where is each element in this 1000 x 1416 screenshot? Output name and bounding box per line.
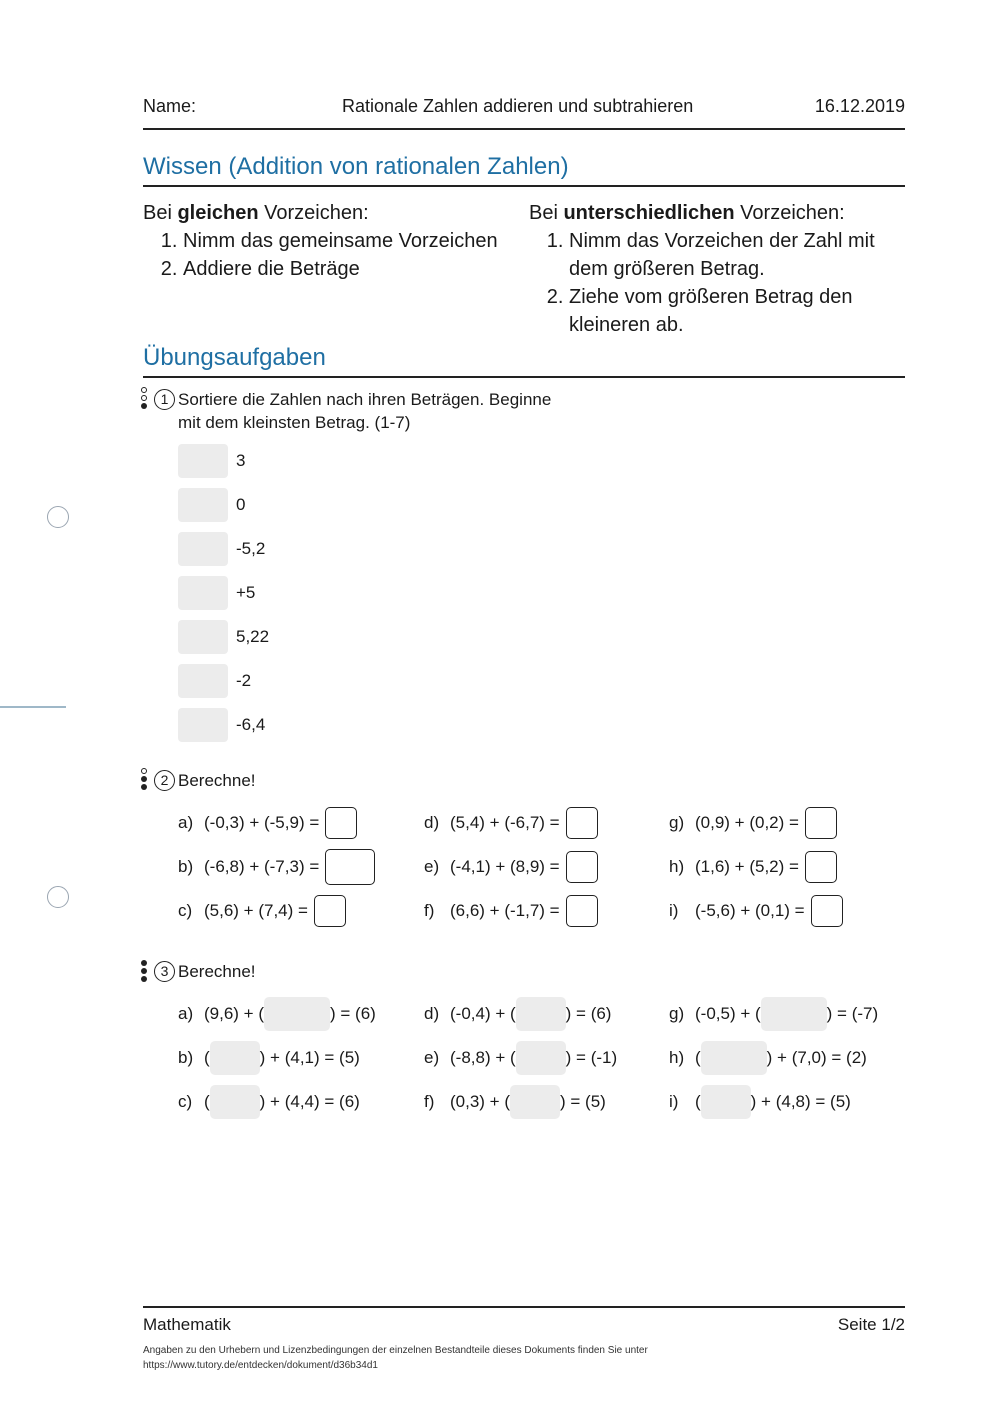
task-number-1: 1 — [154, 389, 175, 410]
task2-instruction: Berechne! — [178, 771, 256, 790]
wissen-left-list — [143, 227, 523, 283]
difficulty-icon — [141, 387, 153, 413]
footer-page-number: Seite 1/2 — [837, 1315, 905, 1334]
exercise-2g: g) (0,9) + (0,2) = — [669, 805, 837, 841]
footer-divider — [143, 1306, 905, 1308]
name-label: Name: — [143, 96, 197, 116]
exercise-3g: g) (-0,5) + ( ) = (-7) — [669, 996, 878, 1032]
sort-value-4: +5 — [236, 583, 256, 602]
exercise-2d: d) (5,4) + (-6,7) = — [424, 805, 598, 841]
gap-input[interactable] — [210, 1041, 260, 1075]
exercise-3h: h) ( ) + (7,0) = (2) — [669, 1040, 867, 1076]
gap-input[interactable] — [701, 1085, 751, 1119]
gap-input[interactable] — [761, 997, 827, 1031]
answer-box[interactable] — [811, 895, 843, 927]
sort-value-3: -5,2 — [236, 539, 266, 558]
answer-box[interactable] — [805, 851, 837, 883]
answer-box[interactable] — [314, 895, 346, 927]
worksheet-title: Rationale Zahlen addieren und subtrahieren — [342, 96, 694, 116]
punch-hole-top — [47, 506, 69, 528]
list-item: 1. Nimm das Vorzeichen der Zahl mit dem größeren Betrag. — [569, 227, 909, 283]
rank-input-7[interactable] — [178, 708, 228, 742]
sort-value-5: 5,22 — [236, 627, 270, 646]
uebung-divider — [143, 376, 905, 378]
header-divider — [143, 128, 905, 130]
task3-instruction: Berechne! — [178, 962, 256, 981]
rank-input-2[interactable] — [178, 488, 228, 522]
exercise-3e: e) (-8,8) + ( ) = (-1) — [424, 1040, 617, 1076]
footer-subject: Mathematik — [143, 1315, 231, 1334]
answer-box[interactable] — [325, 807, 357, 839]
worksheet-date: 16.12.2019 — [814, 96, 905, 116]
gap-input[interactable] — [210, 1085, 260, 1119]
gap-input[interactable] — [516, 997, 566, 1031]
footer-license-link[interactable]: https://www.tutory.de/entdecken/dokument/d36b34d1 — [143, 1360, 378, 1371]
difficulty-icon — [141, 960, 153, 986]
sort-value-6: -2 — [236, 671, 252, 690]
answer-box[interactable] — [325, 849, 375, 885]
wissen-right-heading: Bei unterschiedlichen Vorzeichen: — [529, 202, 845, 224]
task1-instruction: Sortiere die Zahlen nach ihren Beträgen. Beginne mit dem kleinsten Betrag. (1-7) — [178, 390, 552, 432]
exercise-3d: d) (-0,4) + ( ) = (6) — [424, 996, 611, 1032]
answer-box[interactable] — [566, 851, 598, 883]
rank-input-3[interactable] — [178, 532, 228, 566]
wissen-right-list — [529, 227, 909, 339]
rank-input-1[interactable] — [178, 444, 228, 478]
rank-input-6[interactable] — [178, 664, 228, 698]
exercise-3i: i) ( ) + (4,8) = (5) — [669, 1084, 851, 1120]
wissen-title: Wissen (Addition von rationalen Zahlen) — [143, 153, 569, 180]
exercise-2b: b) (-6,8) + (-7,3) = — [178, 849, 375, 885]
exercise-2f: f) (6,6) + (-1,7) = — [424, 893, 598, 929]
wissen-left-column — [143, 199, 523, 283]
task-number-2: 2 — [154, 770, 175, 791]
uebung-title: Übungsaufgaben — [143, 344, 326, 371]
rank-input-4[interactable] — [178, 576, 228, 610]
gap-input[interactable] — [264, 997, 330, 1031]
exercise-3c: c) ( ) + (4,4) = (6) — [178, 1084, 360, 1120]
exercise-3a: a) (9,6) + ( ) = (6) — [178, 996, 376, 1032]
list-item: 1. Nimm das gemeinsame Vorzeichen — [183, 227, 523, 255]
exercise-3f: f) (0,3) + ( ) = (5) — [424, 1084, 606, 1120]
task-number-3: 3 — [154, 961, 175, 982]
fold-mark — [0, 706, 66, 708]
footer-license-note: Angaben zu den Urhebern und Lizenzbedingungen der einzelnen Bestandteile dieses Dokuments finden Sie unter — [143, 1345, 648, 1356]
answer-box[interactable] — [566, 895, 598, 927]
punch-hole-bottom — [47, 886, 69, 908]
exercise-2c: c) (5,6) + (7,4) = — [178, 893, 346, 929]
exercise-2a: a) (-0,3) + (-5,9) = — [178, 805, 357, 841]
sort-value-1: 3 — [236, 451, 246, 470]
wissen-left-heading: Bei gleichen Vorzeichen: — [143, 202, 369, 224]
list-item: 2. Ziehe vom größeren Betrag den kleineren ab. — [569, 283, 909, 339]
exercise-3b: b) ( ) + (4,1) = (5) — [178, 1040, 360, 1076]
gap-input[interactable] — [516, 1041, 566, 1075]
answer-box[interactable] — [566, 807, 598, 839]
wissen-divider — [143, 185, 905, 187]
exercise-2e: e) (-4,1) + (8,9) = — [424, 849, 598, 885]
sort-value-7: -6,4 — [236, 715, 266, 734]
exercise-2i: i) (-5,6) + (0,1) = — [669, 893, 843, 929]
gap-input[interactable] — [701, 1041, 767, 1075]
answer-box[interactable] — [805, 807, 837, 839]
difficulty-icon — [141, 768, 153, 794]
list-item: 2. Addiere die Beträge — [183, 255, 523, 283]
rank-input-5[interactable] — [178, 620, 228, 654]
sort-value-2: 0 — [236, 495, 246, 514]
wissen-right-column — [529, 199, 909, 339]
gap-input[interactable] — [510, 1085, 560, 1119]
exercise-2h: h) (1,6) + (5,2) = — [669, 849, 837, 885]
